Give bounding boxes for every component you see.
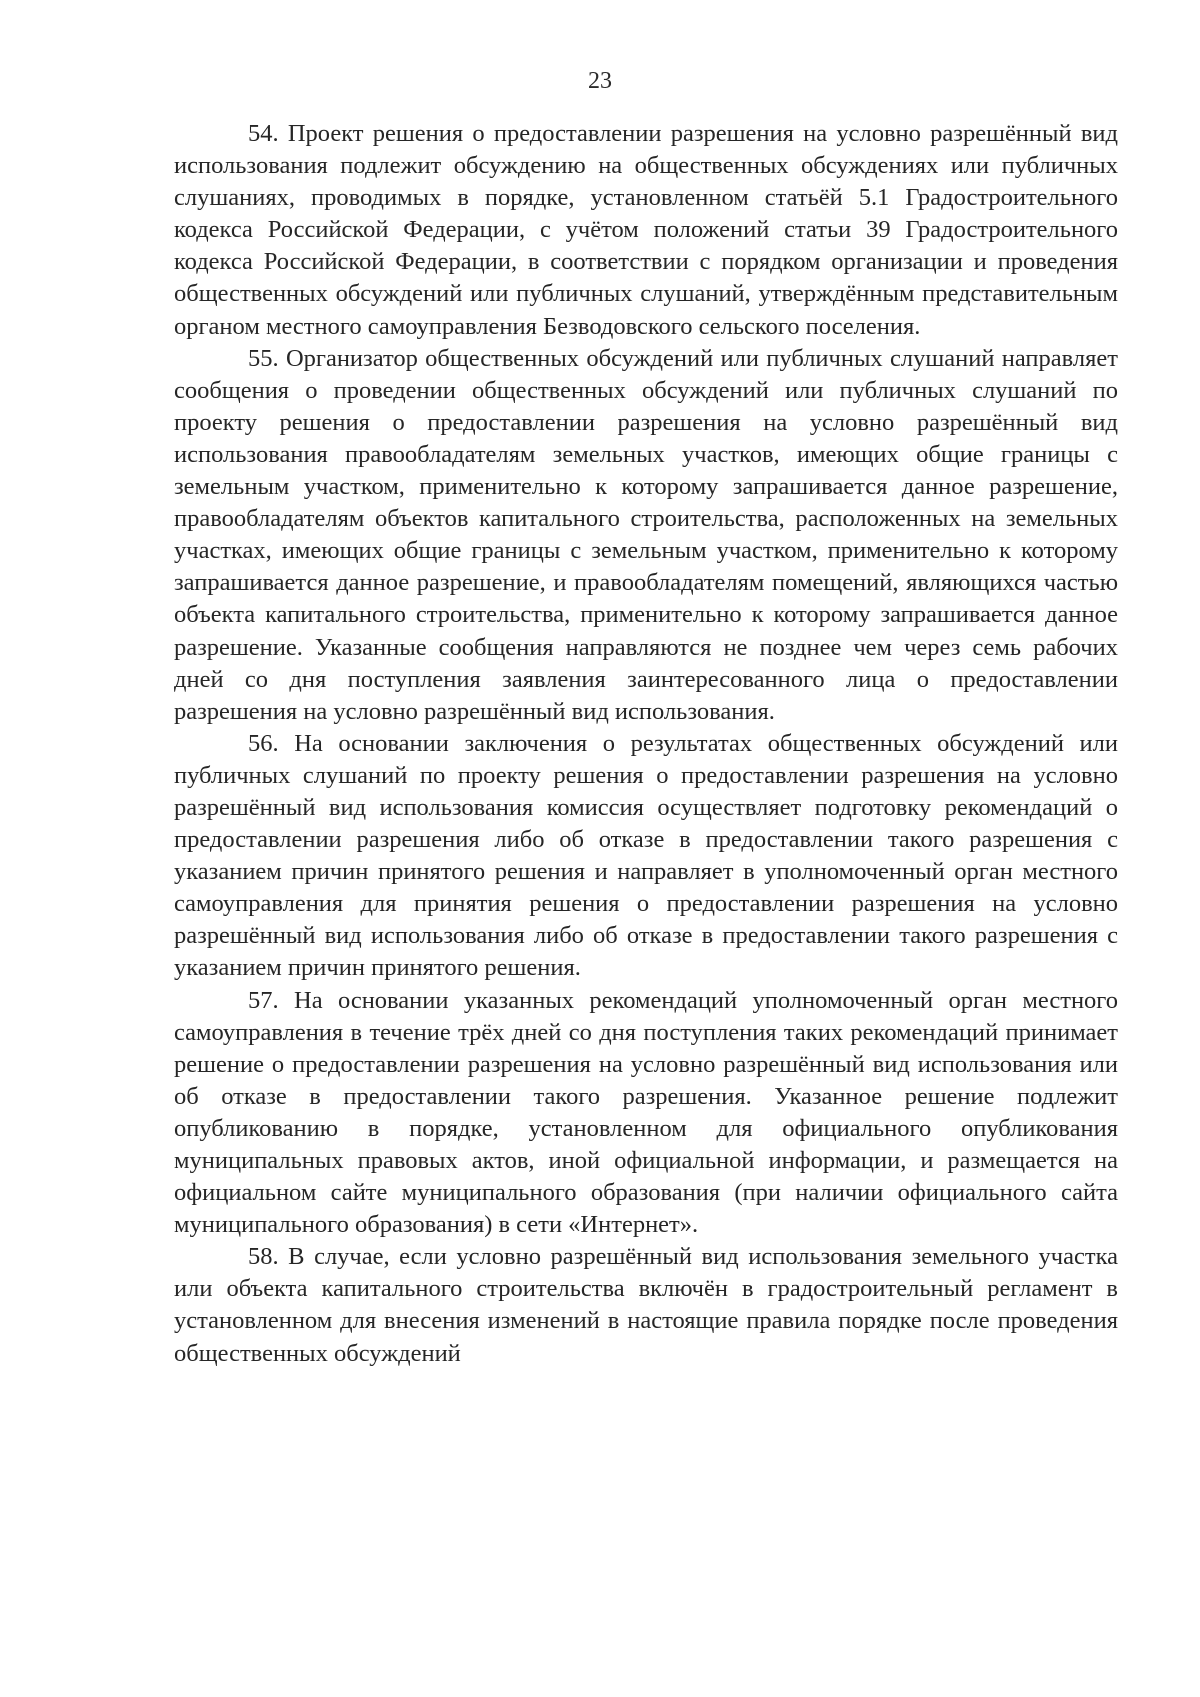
paragraph-57: 57. На основании указанных рекомендаций уполномоченный орган местного самоуправления в течение трёх дней со дня поступления таких рекомендаций принимает решение о предоставлении разрешения на условно разрешённый вид использования или об отказе в предоставлении такого разрешения. Указанное решение подлежит опубликованию в порядке, установленном для официального опубликования муниципальных правовых актов, иной официальной информации, и размещается на официальном сайте муниципального образования (при наличии официального сайта муниципального образования) в сети «Интернет».	[174, 986, 1118, 1239]
paragraph-55: 55. Организатор общественных обсуждений или публичных слушаний направляет сообщения о проведении общественных обсуждений или публичных слушаний по проекту решения о предоставлении разрешения на условно разрешённый вид использования правообладателям земельных участков, имеющих общие границы с земельным участком, применительно к которому запрашивается данное разрешение, правообладателям объектов капитального строительства, расположенных на земельных участках, имеющих общие границы с земельным участком, применительно к которому запрашивается данное разрешение, и правообладателям помещений, являющихся частью объекта капитального строительства, применительно к которому запрашивается данное разрешение. Указанные сообщения направляются не позднее чем через семь рабочих дней со дня поступления заявления заинтересованного лица о предоставлении разрешения на условно разрешённый вид использования.	[174, 344, 1118, 725]
paragraph-54: 54. Проект решения о предоставлении разрешения на условно разрешённый вид использования подлежит обсуждению на общественных обсуждениях или публичных слушаниях, проводимых в порядке, установленном статьёй 5.1 Градостроительного кодекса Российской Федерации, с учётом положений статьи 39 Градостроительного кодекса Российской Федерации, в соответствии с порядком организации и проведения общественных обсуждений или публичных слушаний, утверждённым представительным органом местного самоуправления Безводовского сельского поселения.	[174, 120, 1118, 340]
document-body	[174, 118, 1118, 1370]
paragraph-56: 56. На основании заключения о результатах общественных обсуждений или публичных слушаний по проекту решения о предоставлении разрешения на условно разрешённый вид использования комиссия осуществляет подготовку рекомендаций о предоставлении разрешения либо об отказе в предоставлении такого разрешения с указанием причин принятого решения и направляет в уполномоченный орган местного самоуправления для принятия решения о предоставлении разрешения на условно разрешённый вид использования либо об отказе в предоставлении такого разрешения с указанием причин принятого решения.	[174, 729, 1118, 982]
page-number: 23	[588, 68, 612, 94]
paragraph-58: 58. В случае, если условно разрешённый вид использования земельного участка или объекта капитального строительства включён в градостроительный регламент в установленном для внесения изменений в настоящие правила порядке после проведения общественных обсуждений	[174, 1243, 1118, 1367]
